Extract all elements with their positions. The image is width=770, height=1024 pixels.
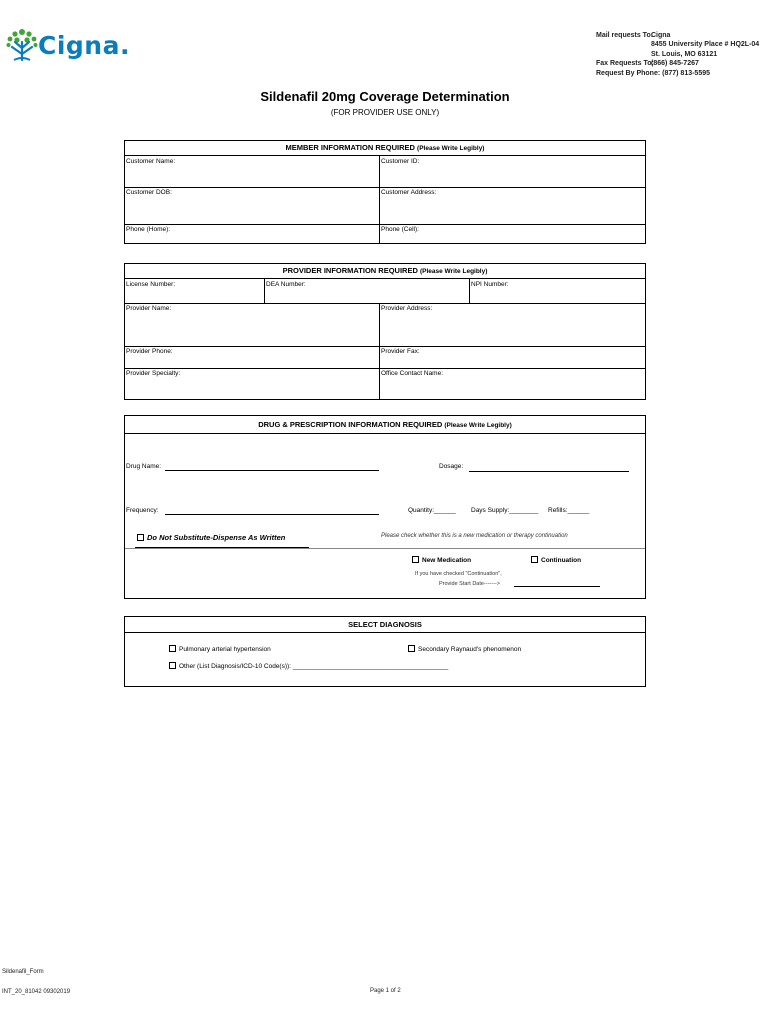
provider-name-field[interactable]: Provider Name: bbox=[126, 305, 172, 312]
drug-name-input[interactable] bbox=[165, 470, 379, 471]
diagnosis-header: SELECT DIAGNOSIS bbox=[125, 617, 645, 633]
provider-specialty-field[interactable]: Provider Specialty: bbox=[126, 370, 181, 377]
member-header bbox=[125, 141, 645, 156]
dea-number-field[interactable]: DEA Number: bbox=[266, 281, 306, 288]
continuation-box[interactable] bbox=[531, 556, 538, 563]
frequency-input[interactable] bbox=[165, 514, 379, 515]
fax-label: Fax Requests To: bbox=[596, 60, 654, 68]
drug-header-title: DRUG & PRESCRIPTION INFORMATION REQUIRED bbox=[258, 420, 443, 429]
phone-value: (877) 813-5595 bbox=[662, 69, 711, 77]
customer-address-field[interactable]: Customer Address: bbox=[381, 189, 437, 196]
if-checked-note: If you have checked "Continuation", bbox=[415, 571, 502, 577]
provider-phone-field[interactable]: Provider Phone: bbox=[126, 348, 173, 355]
provider-fax-field[interactable]: Provider Fax: bbox=[381, 348, 420, 355]
start-date-input[interactable] bbox=[514, 586, 600, 587]
other-diagnosis-checkbox[interactable] bbox=[169, 663, 448, 670]
office-contact-field[interactable]: Office Contact Name: bbox=[381, 370, 444, 377]
other-diagnosis-box[interactable] bbox=[169, 662, 176, 669]
daw-label: Do Not Substitute-Dispense As Written bbox=[147, 533, 286, 542]
mail-line-2: 8455 University Place # HQ2L-04 bbox=[651, 41, 760, 49]
daw-checkbox-box[interactable] bbox=[137, 534, 144, 541]
frequency-label: Frequency: bbox=[126, 507, 159, 514]
pah-box[interactable] bbox=[169, 645, 176, 652]
continuation-label: Continuation bbox=[541, 557, 582, 565]
new-medication-box[interactable] bbox=[412, 556, 419, 563]
phone-cell-field[interactable]: Phone (Cell): bbox=[381, 226, 419, 233]
footer-page-number: Page 1 of 2 bbox=[370, 988, 401, 994]
customer-id-field[interactable]: Customer ID: bbox=[381, 158, 420, 165]
member-info-section bbox=[124, 140, 646, 244]
drug-header-note: (Please Write Legibly) bbox=[444, 422, 512, 429]
contact-info bbox=[596, 31, 759, 78]
phone-label: Request By Phone: bbox=[596, 69, 661, 77]
cigna-logo bbox=[6, 28, 136, 68]
logo-wordmark: Cigna. bbox=[38, 31, 130, 60]
fax-value: (866) 845-7267 bbox=[651, 60, 699, 68]
new-medication-checkbox[interactable] bbox=[412, 557, 471, 564]
raynaud-box[interactable] bbox=[408, 645, 415, 652]
raynaud-checkbox[interactable] bbox=[408, 646, 521, 653]
drug-info-section bbox=[124, 415, 646, 599]
npi-number-field[interactable]: NPI Number: bbox=[471, 281, 509, 288]
tree-of-life-icon bbox=[6, 28, 38, 62]
customer-name-field[interactable]: Customer Name: bbox=[126, 158, 176, 165]
license-number-field[interactable]: License Number: bbox=[126, 281, 176, 288]
continuation-checkbox[interactable] bbox=[531, 557, 581, 564]
page-title: Sildenafil 20mg Coverage Determination bbox=[260, 89, 510, 104]
raynaud-label: Secondary Raynaud's phenomenon bbox=[418, 646, 522, 654]
provider-address-field[interactable]: Provider Address: bbox=[381, 305, 433, 312]
daw-checkbox[interactable] bbox=[137, 533, 285, 542]
drug-name-label: Drug Name: bbox=[126, 463, 162, 470]
pah-label: Pulmonary arterial hypertension bbox=[179, 646, 271, 654]
dosage-input[interactable] bbox=[469, 471, 629, 472]
mail-label: Mail requests To: bbox=[596, 32, 654, 39]
new-medication-label: New Medication bbox=[422, 557, 472, 565]
start-date-label: Provide Start Date-------> bbox=[439, 581, 500, 587]
pah-checkbox[interactable] bbox=[169, 646, 271, 653]
member-header-title: MEMBER INFORMATION REQUIRED bbox=[285, 143, 415, 152]
mail-line-3: St. Louis, MO 63121 bbox=[651, 50, 718, 58]
check-note: Please check whether this is a new medication or therapy continuation bbox=[381, 533, 568, 539]
drug-header bbox=[125, 416, 645, 434]
diagnosis-section bbox=[124, 616, 646, 687]
footer-form-name: Sildenafil_Form bbox=[2, 969, 44, 975]
provider-header-title: PROVIDER INFORMATION REQUIRED bbox=[282, 266, 418, 275]
days-supply-field[interactable]: Days Supply:________ bbox=[471, 507, 539, 514]
provider-header-note: (Please Write Legibly) bbox=[419, 268, 488, 275]
dosage-label: Dosage: bbox=[439, 463, 464, 470]
page-subtitle: (FOR PROVIDER USE ONLY) bbox=[330, 108, 440, 117]
quantity-field[interactable]: Quantity:______ bbox=[408, 507, 456, 514]
provider-info-section bbox=[124, 263, 646, 400]
footer-form-code: INT_20_81042 09302019 bbox=[2, 989, 71, 995]
provider-header bbox=[125, 264, 645, 279]
refills-field[interactable]: Refills:______ bbox=[548, 507, 590, 514]
customer-dob-field[interactable]: Customer DOB: bbox=[126, 189, 172, 196]
other-diagnosis-label: Other (List Diagnosis/ICD-10 Code(s)): ___________________________________________ bbox=[179, 663, 449, 671]
member-header-note: (Please Write Legibly) bbox=[417, 145, 485, 152]
phone-home-field[interactable]: Phone (Home): bbox=[126, 226, 171, 233]
mail-line-1: Cigna bbox=[651, 32, 671, 39]
